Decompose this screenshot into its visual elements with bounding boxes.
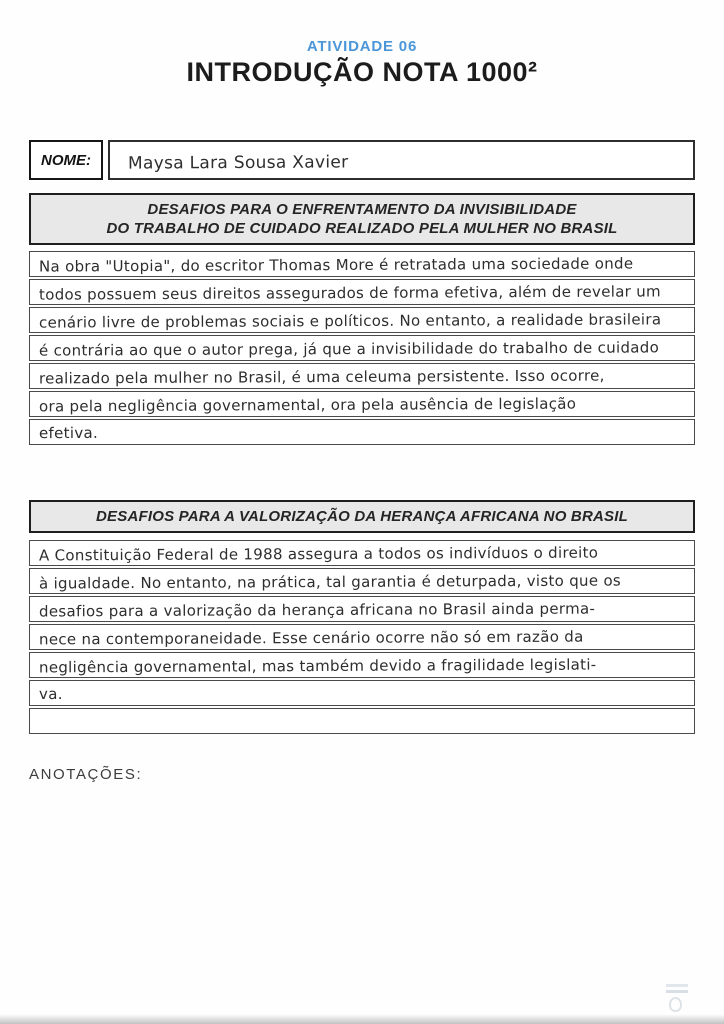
write-row bbox=[29, 680, 695, 706]
write-row bbox=[29, 335, 695, 361]
write-row bbox=[29, 568, 695, 594]
watermark-circle bbox=[669, 997, 682, 1012]
handwritten-line: negligência governamental, mas também devido a fragilidade legislati- bbox=[38, 655, 597, 677]
write-row bbox=[29, 540, 695, 566]
handwritten-name: Maysa Lara Sousa Xavier bbox=[127, 152, 349, 174]
write-row bbox=[29, 279, 695, 305]
section-1-header-line-2: DO TRABALHO DE CUIDADO REALIZADO PELA MULHER NO BRASIL bbox=[106, 220, 618, 237]
section-2-header bbox=[29, 500, 695, 533]
write-row bbox=[29, 596, 695, 622]
section-1-writing-area bbox=[29, 251, 695, 445]
handwritten-line: nece na contemporaneidade. Esse cenário ocorre não só em razão da bbox=[38, 627, 584, 649]
handwritten-line: realizado pela mulher no Brasil, é uma celeuma persistente. Isso ocorre, bbox=[38, 366, 605, 388]
section-2-writing-area bbox=[29, 540, 695, 734]
watermark-logo-icon bbox=[660, 984, 694, 1012]
write-row bbox=[29, 624, 695, 650]
title-block bbox=[0, 0, 724, 88]
handwritten-line: A Constituição Federal de 1988 assegura a todos os indivíduos o direito bbox=[38, 543, 599, 565]
activity-label: ATIVIDADE 06 bbox=[306, 38, 418, 55]
section-1 bbox=[29, 193, 695, 445]
worksheet-content bbox=[29, 140, 695, 783]
handwritten-line: efetiva. bbox=[38, 423, 99, 443]
watermark-bar bbox=[666, 984, 688, 987]
watermark-bar bbox=[666, 990, 688, 993]
section-2 bbox=[29, 500, 695, 734]
handwritten-line: desafios para a valorização da herança africana no Brasil ainda perma- bbox=[38, 599, 596, 621]
write-row bbox=[29, 391, 695, 417]
write-row bbox=[29, 419, 695, 445]
write-row bbox=[29, 708, 695, 734]
name-field-label: NOME: bbox=[29, 140, 103, 180]
write-row bbox=[29, 307, 695, 333]
section-1-header bbox=[29, 193, 695, 245]
handwritten-line: todos possuem seus direitos assegurados de forma efetiva, além de revelar um bbox=[38, 282, 661, 304]
handwritten-line: Na obra "Utopia", do escritor Thomas More é retratada uma sociedade onde bbox=[38, 254, 634, 276]
write-row bbox=[29, 251, 695, 277]
handwritten-line: va. bbox=[38, 684, 63, 704]
section-1-header-line-1: DESAFIOS PARA O ENFRENTAMENTO DA INVISIBILIDADE bbox=[147, 201, 577, 218]
name-field-value-box bbox=[108, 140, 695, 180]
write-row bbox=[29, 652, 695, 678]
handwritten-line: ora pela negligência governamental, ora pela ausência de legislação bbox=[38, 394, 577, 416]
annotations-label: ANOTAÇÕES: bbox=[29, 766, 143, 783]
handwritten-line: é contrária ao que o autor prega, já que a invisibilidade do trabalho de cuidado bbox=[38, 338, 660, 360]
handwritten-line: à igualdade. No entanto, na prática, tal garantia é deturpada, visto que os bbox=[38, 571, 622, 593]
name-field-row bbox=[29, 140, 695, 180]
handwritten-line: cenário livre de problemas sociais e políticos. No entanto, a realidade brasileira bbox=[38, 310, 662, 332]
scan-bottom-edge-shadow bbox=[0, 1014, 724, 1024]
section-2-header-line-1: DESAFIOS PARA A VALORIZAÇÃO DA HERANÇA AFRICANA NO BRASIL bbox=[96, 508, 628, 525]
page-title: INTRODUÇÃO NOTA 1000² bbox=[186, 57, 538, 87]
write-row bbox=[29, 363, 695, 389]
